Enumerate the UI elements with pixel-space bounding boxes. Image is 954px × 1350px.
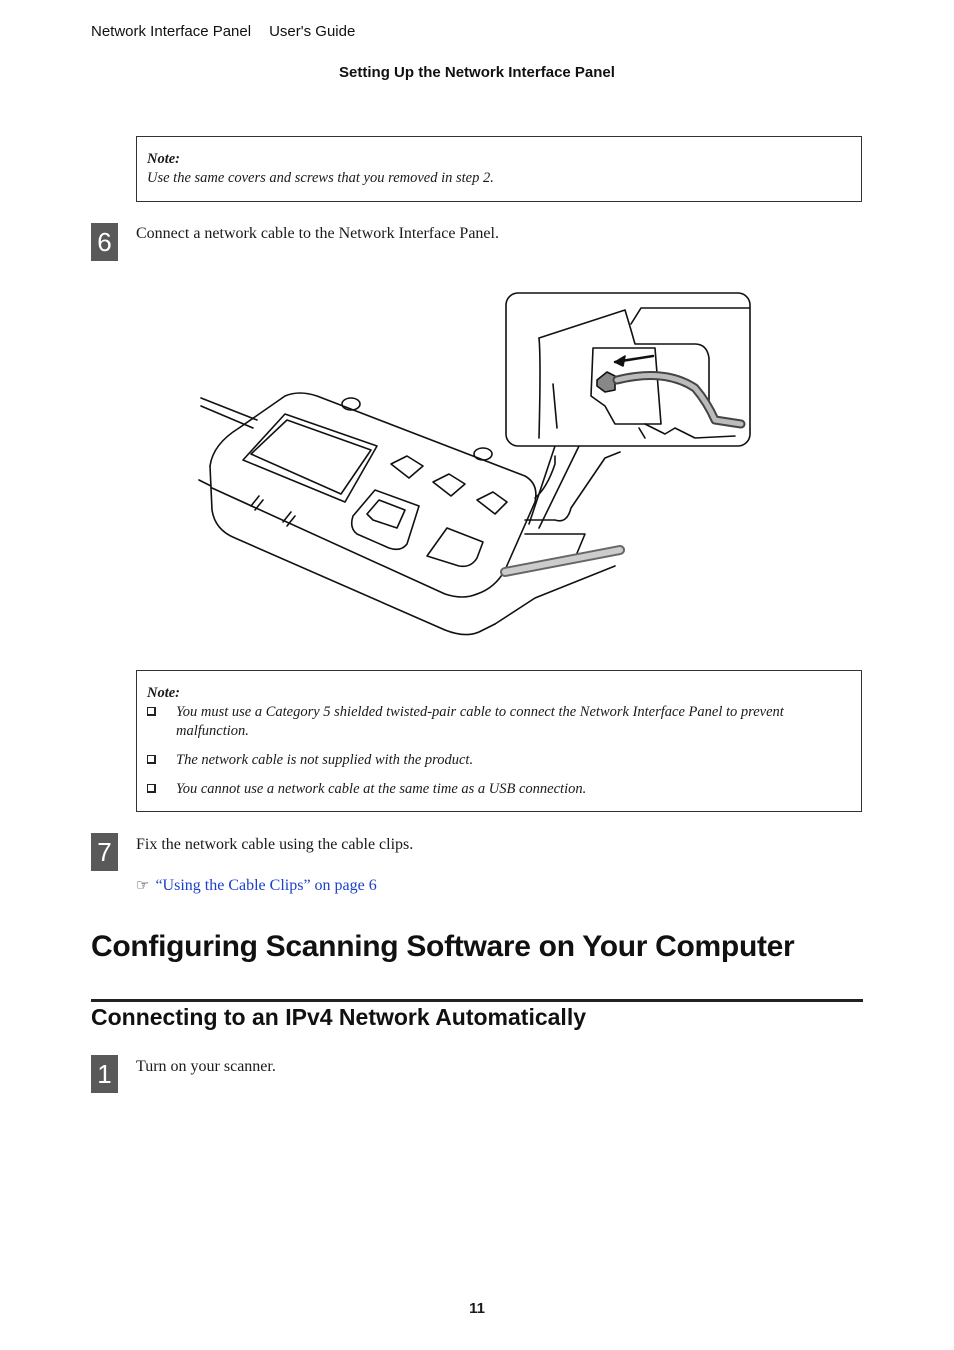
running-header — [91, 23, 355, 40]
note-item — [147, 780, 851, 799]
note-box-cable — [136, 670, 862, 812]
note-item-text: The network cable is not supplied with the product. — [176, 752, 474, 768]
header-product: Network Interface Panel — [91, 23, 252, 40]
page-number: 11 — [469, 1300, 485, 1317]
network-cable-illustration — [195, 288, 755, 640]
note-title: Note: — [147, 685, 181, 701]
note-item-text: You cannot use a network cable at the same time as a USB connection. — [176, 781, 587, 797]
step-number-7: 7 — [91, 833, 118, 871]
section-heading: Configuring Scanning Software on Your Computer — [91, 930, 795, 963]
step-number-6: 6 — [91, 223, 118, 261]
note-item — [147, 751, 851, 770]
cross-reference-text[interactable]: “Using the Cable Clips” on page 6 — [155, 877, 377, 894]
header-guide: User's Guide — [269, 23, 356, 40]
step-7-text: Fix the network cable using the cable clips. — [136, 836, 414, 853]
step-number-1: 1 — [91, 1055, 118, 1093]
chapter-title: Setting Up the Network Interface Panel — [339, 64, 615, 81]
checkbox-bullet-icon — [147, 707, 156, 716]
cross-reference-link[interactable] — [136, 876, 377, 895]
note-text: Use the same covers and screws that you removed in step 2. — [147, 170, 494, 186]
note-title: Note: — [147, 151, 181, 167]
note-list — [147, 703, 851, 799]
heading-rule — [91, 999, 863, 1002]
step-6-text: Connect a network cable to the Network Interface Panel. — [136, 225, 499, 242]
note-box-covers — [136, 136, 862, 202]
subsection-heading: Connecting to an IPv4 Network Automatically — [91, 1004, 587, 1030]
note-item — [147, 703, 851, 741]
step-1-text: Turn on your scanner. — [136, 1058, 276, 1075]
pointing-hand-icon: ☞ — [136, 876, 150, 894]
note-item-text: You must use a Category 5 shielded twisted-pair cable to connect the Network Interface Panel to prevent malfunction. — [176, 704, 784, 739]
checkbox-bullet-icon — [147, 784, 156, 793]
checkbox-bullet-icon — [147, 755, 156, 764]
